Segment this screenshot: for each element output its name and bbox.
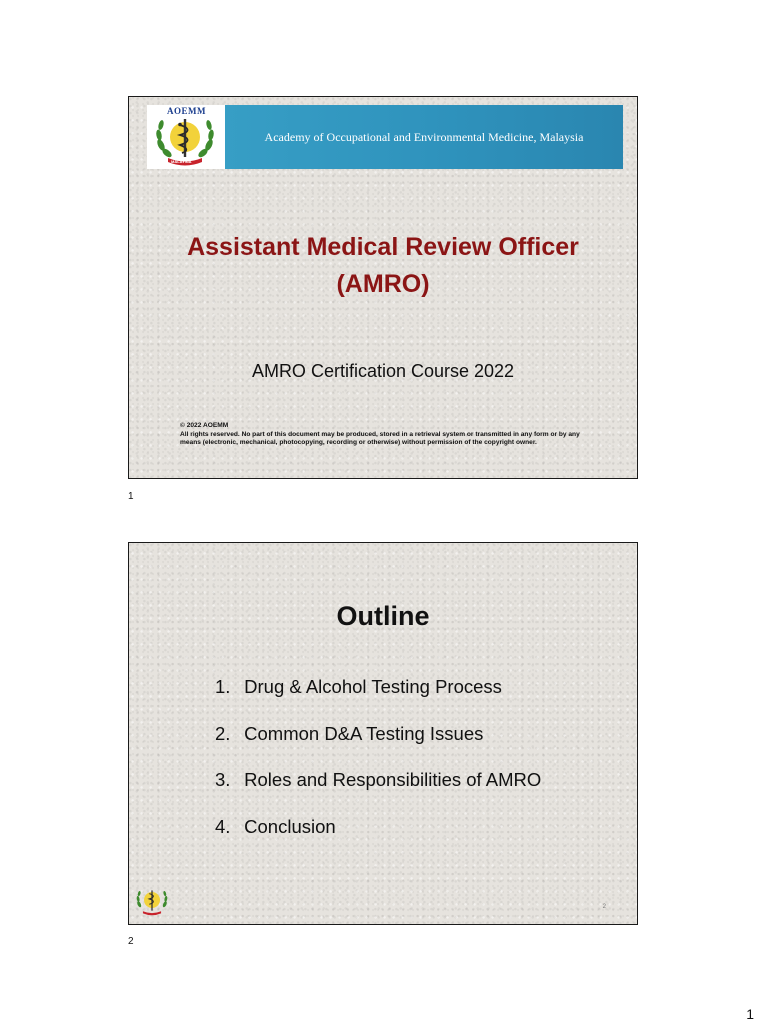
outline-title: Outline xyxy=(336,601,430,631)
list-text: Roles and Responsibilities of AMRO xyxy=(244,769,542,790)
slide-1-label: 1 xyxy=(128,491,134,502)
copyright-body: All rights reserved. No part of this document may be produced, stored in a retrieval system or transmitted in any form or by any means (electronic, mechanical, photocopying, recording or otherwise) without permission of the copyright owner. xyxy=(180,430,580,447)
slide-1 xyxy=(128,96,638,479)
academy-name: Academy of Occupational and Environmental Medicine, Malaysia xyxy=(264,129,584,144)
copyright-line: © 2022 AOEMM xyxy=(180,422,229,429)
slide-number: 2 xyxy=(602,904,606,910)
header-banner xyxy=(147,105,623,169)
list-number: 2. xyxy=(215,722,231,744)
logo-text: AOEMM xyxy=(167,106,206,116)
list-text: Drug & Alcohol Testing Process xyxy=(244,676,502,697)
list-text: Conclusion xyxy=(244,815,336,837)
list-item xyxy=(215,766,541,813)
logo-box xyxy=(147,105,225,169)
page-number: 1 xyxy=(746,1006,754,1022)
copyright-notice xyxy=(180,422,590,448)
outline-list xyxy=(215,673,541,859)
list-text: Common D&A Testing Issues xyxy=(244,722,484,744)
course-subtitle: AMRO Certification Course 2022 xyxy=(251,361,515,381)
title-line-1: Assistant Medical Review Officer xyxy=(187,233,579,261)
title-line-2: (AMRO) xyxy=(336,270,430,298)
list-number: 4. xyxy=(215,815,231,837)
slide-2-label: 2 xyxy=(128,936,134,947)
list-item xyxy=(215,720,541,767)
list-item xyxy=(215,673,541,720)
list-item xyxy=(215,813,541,860)
aoemm-logo-icon xyxy=(152,107,218,167)
aoemm-small-logo-icon xyxy=(134,884,170,916)
list-number: 3. xyxy=(215,769,231,790)
list-number: 1. xyxy=(215,676,231,697)
course-title xyxy=(129,229,637,303)
slide-2 xyxy=(128,542,638,925)
logo-subtext: MALAYSIA xyxy=(171,159,192,164)
